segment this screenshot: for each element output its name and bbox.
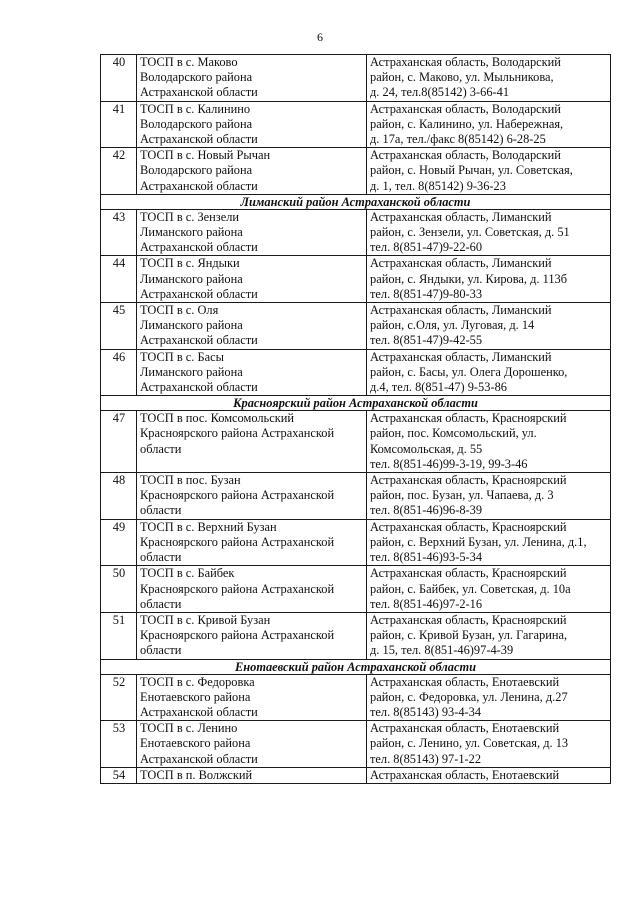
row-number-cell: 53 bbox=[101, 721, 137, 768]
table-row bbox=[101, 303, 611, 350]
row-number-cell: 50 bbox=[101, 566, 137, 613]
address-cell: Астраханская область, Лиманский район, с.Оля, ул. Луговая, д. 14 тел. 8(851-47)9-42-55 bbox=[367, 303, 611, 350]
address-cell: Астраханская область, Енотаевский район, с. Ленино, ул. Советская, д. 13 тел. 8(85143) 97-1-22 bbox=[367, 721, 611, 768]
row-number-cell: 48 bbox=[101, 473, 137, 520]
address-cell: Астраханская область, Красноярский район, пос. Комсомольский, ул. Комсомольская, д. 55 тел. 8(851-46)99-3-19, 99-3-46 bbox=[367, 411, 611, 473]
table-row bbox=[101, 473, 611, 520]
row-number-cell: 54 bbox=[101, 767, 137, 783]
table-row bbox=[101, 674, 611, 721]
section-header-row bbox=[101, 194, 611, 209]
row-number-cell: 45 bbox=[101, 303, 137, 350]
table-row bbox=[101, 721, 611, 768]
row-number-cell: 47 bbox=[101, 411, 137, 473]
office-name-cell: ТОСП в пос. Комсомольский Красноярского района Астраханской области bbox=[137, 411, 367, 473]
office-name-cell: ТОСП в с. Федоровка Енотаевского района Астраханской области bbox=[137, 674, 367, 721]
section-header-row bbox=[101, 396, 611, 411]
registry-table bbox=[100, 54, 611, 784]
registry-table-body bbox=[101, 55, 611, 784]
address-cell: Астраханская область, Енотаевский район, с. Федоровка, ул. Ленина, д.27 тел. 8(85143) 93-4-34 bbox=[367, 674, 611, 721]
office-name-cell: ТОСП в с. Маково Володарского района Астраханской области bbox=[137, 55, 367, 102]
table-row bbox=[101, 519, 611, 566]
office-name-cell: ТОСП в п. Волжский bbox=[137, 767, 367, 783]
table-row bbox=[101, 566, 611, 613]
office-name-cell: ТОСП в пос. Бузан Красноярского района Астраханской области bbox=[137, 473, 367, 520]
row-number-cell: 51 bbox=[101, 612, 137, 659]
row-number-cell: 41 bbox=[101, 101, 137, 148]
office-name-cell: ТОСП в с. Кривой Бузан Красноярского района Астраханской области bbox=[137, 612, 367, 659]
section-title: Лиманский район Астраханской области bbox=[101, 194, 611, 209]
office-name-cell: ТОСП в с. Зензели Лиманского района Астраханской области bbox=[137, 209, 367, 256]
table-row bbox=[101, 767, 611, 783]
row-number-cell: 49 bbox=[101, 519, 137, 566]
office-name-cell: ТОСП в с. Байбек Красноярского района Астраханской области bbox=[137, 566, 367, 613]
row-number-cell: 43 bbox=[101, 209, 137, 256]
table-row bbox=[101, 349, 611, 396]
office-name-cell: ТОСП в с. Оля Лиманского района Астраханской области bbox=[137, 303, 367, 350]
address-cell: Астраханская область, Лиманский район, с. Басы, ул. Олега Дорошенко, д.4, тел. 8(851-47) 9-53-86 bbox=[367, 349, 611, 396]
address-cell: Астраханская область, Енотаевский bbox=[367, 767, 611, 783]
address-cell: Астраханская область, Володарский район, с. Маково, ул. Мыльникова, д. 24, тел.8(85142) 3-66-41 bbox=[367, 55, 611, 102]
address-cell: Астраханская область, Лиманский район, с. Яндыки, ул. Кирова, д. 113б тел. 8(851-47)9-80-33 bbox=[367, 256, 611, 303]
row-number-cell: 40 bbox=[101, 55, 137, 102]
office-name-cell: ТОСП в с. Новый Рычан Володарского района Астраханской области bbox=[137, 148, 367, 195]
table-row bbox=[101, 411, 611, 473]
address-cell: Астраханская область, Красноярский район, с. Байбек, ул. Советская, д. 10а тел. 8(851-46)97-2-16 bbox=[367, 566, 611, 613]
address-cell: Астраханская область, Красноярский район, пос. Бузан, ул. Чапаева, д. 3 тел. 8(851-46)96-8-39 bbox=[367, 473, 611, 520]
office-name-cell: ТОСП в с. Басы Лиманского района Астраханской области bbox=[137, 349, 367, 396]
row-number-cell: 46 bbox=[101, 349, 137, 396]
office-name-cell: ТОСП в с. Ленино Енотаевского района Астраханской области bbox=[137, 721, 367, 768]
page-number: 6 bbox=[317, 30, 323, 44]
section-title: Красноярский район Астраханской области bbox=[101, 396, 611, 411]
table-row bbox=[101, 256, 611, 303]
section-header-row bbox=[101, 659, 611, 674]
table-row bbox=[101, 209, 611, 256]
section-title: Енотаевский район Астраханской области bbox=[101, 659, 611, 674]
row-number-cell: 42 bbox=[101, 148, 137, 195]
row-number-cell: 52 bbox=[101, 674, 137, 721]
address-cell: Астраханская область, Володарский район, с. Калинино, ул. Набережная, д. 17а, тел./факс 8(85142) 6-28-25 bbox=[367, 101, 611, 148]
address-cell: Астраханская область, Красноярский район, с. Кривой Бузан, ул. Гагарина, д. 15, тел. 8(851-46)97-4-39 bbox=[367, 612, 611, 659]
office-name-cell: ТОСП в с. Яндыки Лиманского района Астраханской области bbox=[137, 256, 367, 303]
address-cell: Астраханская область, Красноярский район, с. Верхний Бузан, ул. Ленина, д.1, тел. 8(851-46)93-5-34 bbox=[367, 519, 611, 566]
address-cell: Астраханская область, Володарский район, с. Новый Рычан, ул. Советская, д. 1, тел. 8(85142) 9-36-23 bbox=[367, 148, 611, 195]
office-name-cell: ТОСП в с. Верхний Бузан Красноярского района Астраханской области bbox=[137, 519, 367, 566]
office-name-cell: ТОСП в с. Калинино Володарского района Астраханской области bbox=[137, 101, 367, 148]
table-row bbox=[101, 612, 611, 659]
address-cell: Астраханская область, Лиманский район, с. Зензели, ул. Советская, д. 51 тел. 8(851-47)9-22-60 bbox=[367, 209, 611, 256]
row-number-cell: 44 bbox=[101, 256, 137, 303]
table-row bbox=[101, 101, 611, 148]
table-row bbox=[101, 148, 611, 195]
table-row bbox=[101, 55, 611, 102]
